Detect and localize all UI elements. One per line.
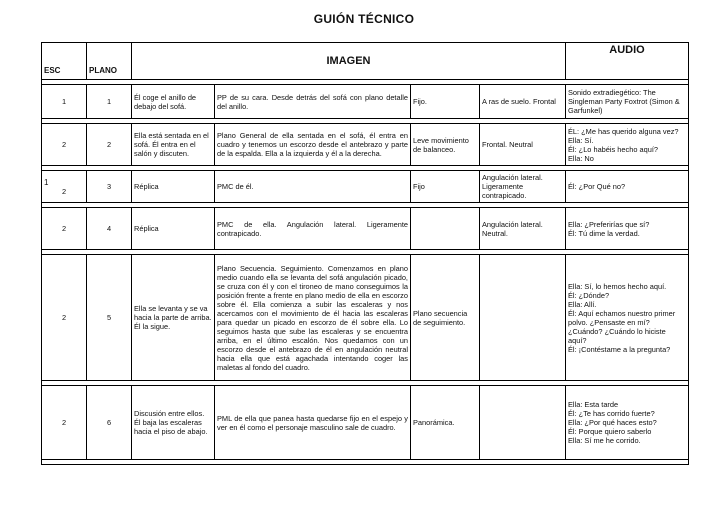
cell-angulo: Angulación lateral. Ligeramente contrapicado. bbox=[480, 171, 566, 203]
esc-value: 2 bbox=[61, 140, 67, 149]
cell-plano: 3 bbox=[87, 171, 132, 203]
cell-audio: Ella: ¿Preferirías que sí? Él: Tú dime la verdad. bbox=[566, 208, 689, 250]
cell-movimiento: Plano secuencia de seguimiento. bbox=[411, 255, 480, 381]
cell-angulo: Angulación lateral. Neutral. bbox=[480, 208, 566, 250]
cell-angulo: A ras de suelo. Frontal bbox=[480, 85, 566, 119]
table-row bbox=[42, 171, 689, 203]
cell-accion: Réplica bbox=[132, 208, 215, 250]
cell-plano: 2 bbox=[87, 124, 132, 166]
table-row bbox=[42, 208, 689, 250]
header-audio: AUDIO bbox=[566, 43, 689, 80]
cell-esc bbox=[42, 85, 87, 119]
cell-esc bbox=[42, 386, 87, 460]
cell-movimiento bbox=[411, 208, 480, 250]
document-title: GUIÓN TÉCNICO bbox=[313, 12, 415, 26]
cell-plano: 4 bbox=[87, 208, 132, 250]
cell-plano: 6 bbox=[87, 386, 132, 460]
row-marker: 1 bbox=[44, 177, 49, 187]
cell-accion: Ella se levanta y se va hacia la parte de arriba. Él la sigue. bbox=[132, 255, 215, 381]
cell-angulo bbox=[480, 255, 566, 381]
cell-angulo: Frontal. Neutral bbox=[480, 124, 566, 166]
header-esc: ESC bbox=[42, 43, 87, 80]
cell-accion: Él coge el anillo de debajo del sofá. bbox=[132, 85, 215, 119]
cell-descripcion: Plano General de ella sentada en el sofá, él entra en cuadro y tenemos un escorzo desde el antebrazo y parte de la espalda. Ella a la izquierda y él a la derecha. bbox=[215, 124, 411, 166]
cell-descripcion: Plano Secuencia. Seguimiento. Comenzamos en plano medio cuando ella se levanta del sofá angulación picado, se cruza con él y con el tironeo de mano conseguimos la posición frente a frente en plano medio de ella en escorzo sobre él. Ella comienza a subir las escaleras y nos acercamos con el movimiento de él hacia las escaleras para quedar un picado en escorzo de él sobre ella. Lo seguimos hasta que sube las escaleras y se encuentra arriba, en el último escalón. Nos quedamos con un escorzo desde el antebrazo de él en angulación neutral hacia ella que está agachada intentando coger las maletas al fondo del cuadro. bbox=[215, 255, 411, 381]
cell-accion: Discusión entre ellos. Él baja las escaleras hacia el piso de abajo. bbox=[132, 386, 215, 460]
table-row bbox=[42, 386, 689, 460]
cell-movimiento: Fijo bbox=[411, 171, 480, 203]
table-row bbox=[42, 124, 689, 166]
cell-angulo bbox=[480, 386, 566, 460]
header-row bbox=[42, 43, 689, 80]
cell-plano: 5 bbox=[87, 255, 132, 381]
table-row bbox=[42, 255, 689, 381]
cell-audio: ÉL: ¿Me has querido alguna vez? Ella: Sí. Él: ¿Lo habéis hecho aquí? Ella: No bbox=[566, 124, 689, 166]
esc-value: 2 bbox=[61, 418, 67, 427]
cell-audio: Sonido extradiegético: The Singleman Party Foxtrot (Simon & Garfunkel) bbox=[566, 85, 689, 119]
header-imagen: IMAGEN bbox=[132, 43, 566, 80]
header-plano: PLANO bbox=[87, 43, 132, 80]
esc-value: 2 bbox=[61, 224, 67, 233]
cell-audio: Él: ¿Por Qué no? bbox=[566, 171, 689, 203]
cell-movimiento: Panorámica. bbox=[411, 386, 480, 460]
cell-esc bbox=[42, 124, 87, 166]
cell-audio: Ella: Esta tarde Él: ¿Te has corrido fuerte? Ella: ¿Por qué haces esto? Él: Porque quiero saberlo Ella: Sí me he corrido. bbox=[566, 386, 689, 460]
cell-descripcion: PMC de él. bbox=[215, 171, 411, 203]
cell-accion: Réplica bbox=[132, 171, 215, 203]
cell-descripcion: PP de su cara. Desde detrás del sofá con plano detalle del anillo. bbox=[215, 85, 411, 119]
cell-descripcion: PML de ella que panea hasta quedarse fijo en el espejo y ver en él como el personaje masculino sale de cuadro. bbox=[215, 386, 411, 460]
cell-audio: Ella: Sí, lo hemos hecho aquí. Él: ¿Dónde? Ella: Allí. Él: Aquí echamos nuestro primer polvo. ¿Pensaste en mí? ¿Cuándo? ¿Cuándo lo hiciste aquí? Él: ¡Contéstame a la pregunta? bbox=[566, 255, 689, 381]
cell-accion: Ella está sentada en el sofá. Él entra en el salón y discuten. bbox=[132, 124, 215, 166]
table-row bbox=[42, 85, 689, 119]
cell-plano: 1 bbox=[87, 85, 132, 119]
cell-descripcion: PMC de ella. Angulación lateral. Ligeramente contrapicado. bbox=[215, 208, 411, 250]
cell-movimiento: Leve movimiento de balanceo. bbox=[411, 124, 480, 166]
script-table bbox=[41, 42, 689, 465]
esc-value: 2 bbox=[61, 186, 67, 196]
esc-value: 2 bbox=[61, 313, 67, 322]
esc-value: 1 bbox=[61, 97, 67, 106]
cell-esc bbox=[42, 208, 87, 250]
cell-movimiento: Fijo. bbox=[411, 85, 480, 119]
cell-esc bbox=[42, 255, 87, 381]
row-separator bbox=[42, 460, 689, 465]
cell-esc bbox=[42, 171, 87, 203]
